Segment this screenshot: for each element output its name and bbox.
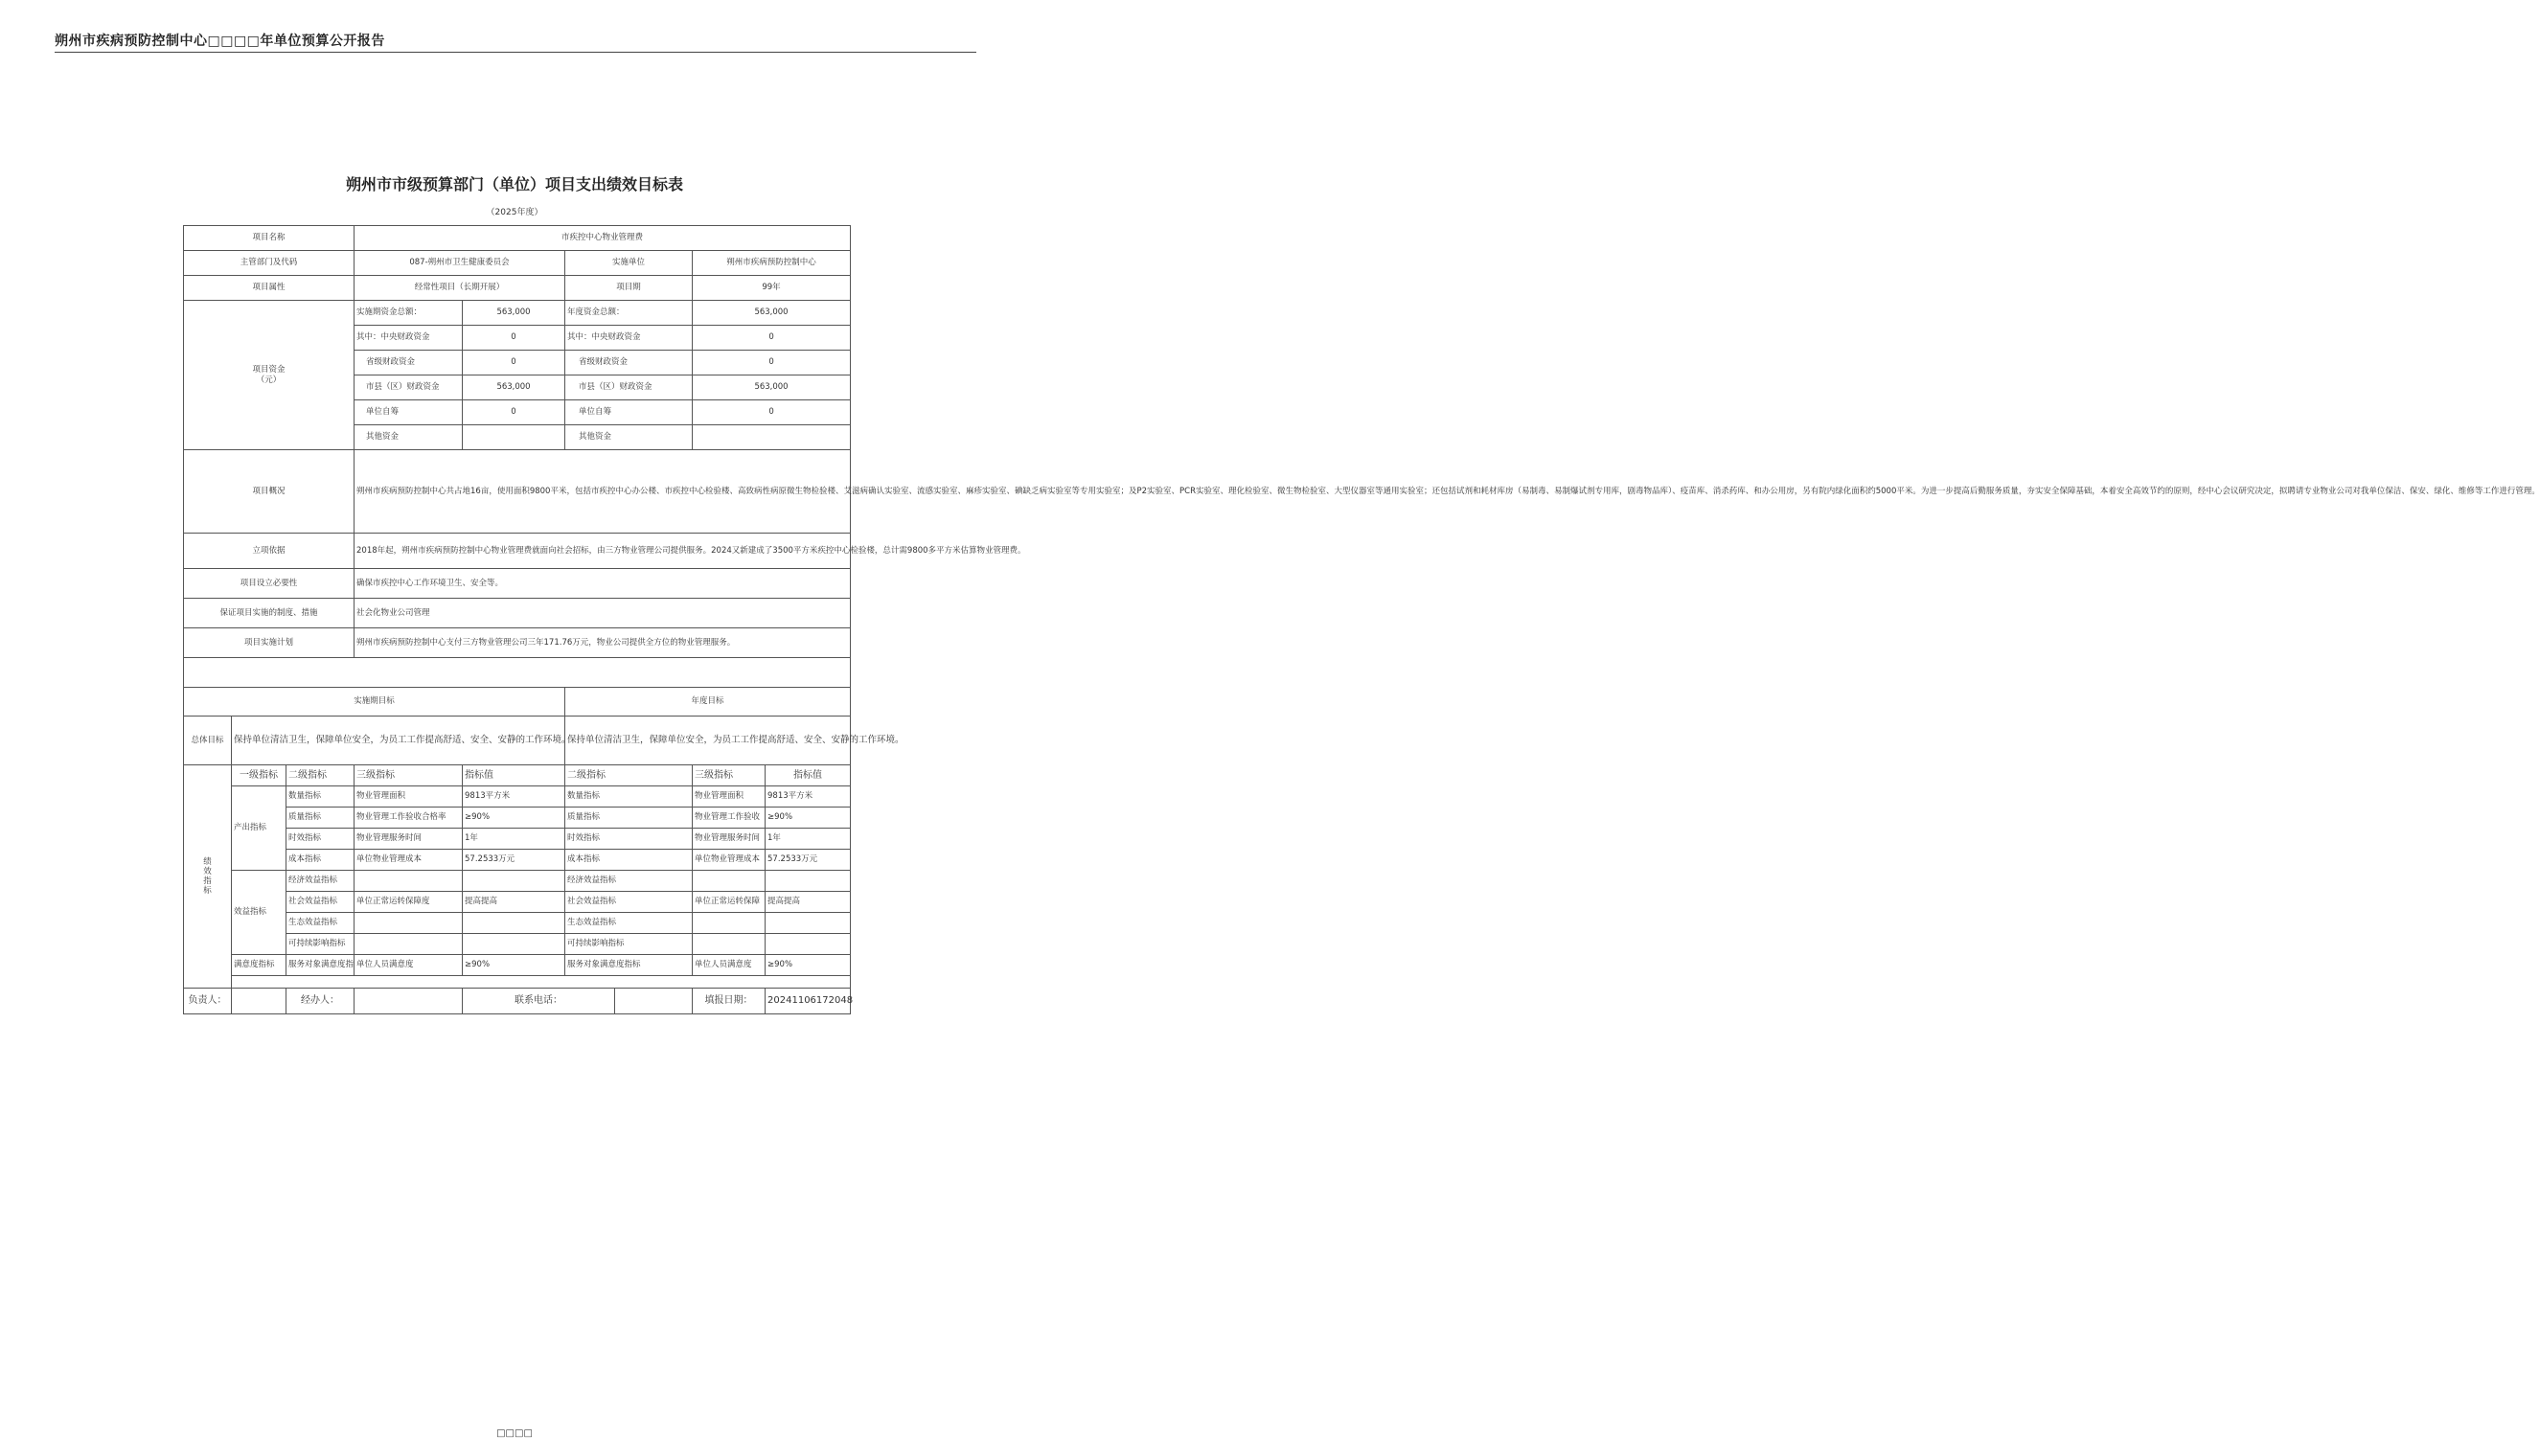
annual-output-l2: 成本指标 bbox=[565, 850, 693, 871]
fund-label-period: 市县（区）财政资金 bbox=[355, 375, 463, 400]
hdr-level1: 一级指标 bbox=[232, 765, 286, 786]
handler-value bbox=[355, 989, 463, 1014]
output-l2: 数量指标 bbox=[286, 786, 355, 808]
fund-value-annual: 0 bbox=[693, 351, 851, 375]
annual-output-l3: 单位物业管理成本 bbox=[693, 850, 766, 871]
annual-output-l3: 物业管理面积 bbox=[693, 786, 766, 808]
fund-value-period: 0 bbox=[463, 326, 565, 351]
annual-benefit-l2: 社会效益指标 bbox=[565, 892, 693, 913]
fund-value-period bbox=[463, 425, 565, 450]
hdr-annual-level2: 二级指标 bbox=[565, 765, 693, 786]
output-value: 1年 bbox=[463, 829, 565, 850]
person-in-charge-value bbox=[232, 989, 286, 1014]
benefit-value bbox=[463, 871, 565, 892]
fund-value-period: 563,000 bbox=[463, 301, 565, 326]
benefit-l2: 社会效益指标 bbox=[286, 892, 355, 913]
fund-label-period: 其中：中央财政资金 bbox=[355, 326, 463, 351]
fund-label-annual: 其他资金 bbox=[565, 425, 693, 450]
fund-label-annual: 省级财政资金 bbox=[565, 351, 693, 375]
overall-goal-annual: 保持单位清洁卫生，保障单位安全，为员工工作提高舒适、安全、安静的工作环境。 bbox=[565, 717, 851, 765]
satisfaction-value: ≥90% bbox=[463, 955, 565, 976]
benefit-l2: 生态效益指标 bbox=[286, 913, 355, 934]
fund-value-annual: 563,000 bbox=[693, 375, 851, 400]
output-l2: 成本指标 bbox=[286, 850, 355, 871]
annual-output-l3: 物业管理服务时间 bbox=[693, 829, 766, 850]
label-benefit: 效益指标 bbox=[232, 871, 286, 955]
guarantee-text: 社会化物业公司管理 bbox=[355, 599, 851, 628]
fund-label-period: 其他资金 bbox=[355, 425, 463, 450]
label-person-in-charge: 负责人： bbox=[184, 989, 232, 1014]
fund-label-annual: 市县（区）财政资金 bbox=[565, 375, 693, 400]
fund-label-annual: 其中：中央财政资金 bbox=[565, 326, 693, 351]
label-impl-unit: 实施单位 bbox=[565, 251, 693, 276]
fund-label-annual: 年度资金总额： bbox=[565, 301, 693, 326]
fund-value-annual: 563,000 bbox=[693, 301, 851, 326]
annual-satisfaction-value: ≥90% bbox=[766, 955, 851, 976]
annual-benefit-l3 bbox=[693, 871, 766, 892]
hdr-value: 指标值 bbox=[463, 765, 565, 786]
label-necessity: 项目设立必要性 bbox=[184, 569, 355, 599]
funds-label-text: 项目资金 （元） bbox=[252, 365, 286, 385]
fill-date-value: 20241106172048 bbox=[766, 989, 851, 1014]
fund-value-period: 0 bbox=[463, 351, 565, 375]
annual-output-value: 1年 bbox=[766, 829, 851, 850]
benefit-value bbox=[463, 934, 565, 955]
label-satisfaction: 满意度指标 bbox=[232, 955, 286, 976]
annual-benefit-l3 bbox=[693, 934, 766, 955]
benefit-value: 提高提高 bbox=[463, 892, 565, 913]
annual-benefit-l3 bbox=[693, 913, 766, 934]
annual-benefit-value bbox=[766, 913, 851, 934]
output-value: ≥90% bbox=[463, 808, 565, 829]
hdr-level2: 二级指标 bbox=[286, 765, 355, 786]
annual-satisfaction-l3: 单位人员满意度 bbox=[693, 955, 766, 976]
fund-value-annual: 0 bbox=[693, 400, 851, 425]
label-period-goal: 实施期目标 bbox=[184, 688, 565, 717]
label-output: 产出指标 bbox=[232, 786, 286, 871]
annual-benefit-l2: 经济效益指标 bbox=[565, 871, 693, 892]
label-overview: 项目概况 bbox=[184, 450, 355, 534]
label-guarantee: 保证项目实施的制度、措施 bbox=[184, 599, 355, 628]
label-basis: 立项依据 bbox=[184, 534, 355, 569]
satisfaction-l2: 服务对象满意度指 bbox=[286, 955, 355, 976]
label-attr: 项目属性 bbox=[184, 276, 355, 301]
output-l3: 物业管理工作验收合格率 bbox=[355, 808, 463, 829]
annual-output-l2: 数量指标 bbox=[565, 786, 693, 808]
fund-label-period: 省级财政资金 bbox=[355, 351, 463, 375]
label-fill-date: 填报日期： bbox=[693, 989, 766, 1014]
overall-goal-period: 保持单位清洁卫生，保障单位安全，为员工工作提高舒适、安全、安静的工作环境。 bbox=[232, 717, 565, 765]
output-l2: 质量指标 bbox=[286, 808, 355, 829]
fund-label-period: 实施期资金总额： bbox=[355, 301, 463, 326]
annual-output-value: 57.2533万元 bbox=[766, 850, 851, 871]
satisfaction-l3: 单位人员满意度 bbox=[355, 955, 463, 976]
output-l3: 单位物业管理成本 bbox=[355, 850, 463, 871]
benefit-l3 bbox=[355, 913, 463, 934]
hdr-annual-value: 指标值 bbox=[766, 765, 851, 786]
annual-output-value: 9813平方米 bbox=[766, 786, 851, 808]
overview-text: 朔州市疾病预防控制中心共占地16亩，使用面积9800平米，包括市疾控中心办公楼、市疾控中心检验楼、高致病性病原微生物检验楼、艾滋病确认实验室、流感实验室、麻疹实验室、碘缺乏病实验室等专用实验室；及P2实验室、PCR实验室、理化检验室、微生物检验室、大型仪器室等通用实验室；还包括试剂和耗材库房（易制毒、易制爆试剂专用库，剧毒物品库）、疫苗库、消杀药库、和办公用房，另有院内绿化面积约5000平米。为进一步提高后勤服务质量，夯实安全保障基础，本着安全高效节约的原则，经中心会议研究决定，拟聘请专业物业公司对我单位保洁、保安、绿化、维修等工作进行管理。 bbox=[355, 450, 851, 534]
page-header: 朔州市疾病预防控制中心□□□□年单位预算公开报告 bbox=[55, 34, 385, 49]
output-l3: 物业管理服务时间 bbox=[355, 829, 463, 850]
benefit-value bbox=[463, 913, 565, 934]
table-title: 朔州市市级预算部门（单位）项目支出绩效目标表 bbox=[345, 175, 683, 193]
annual-benefit-value bbox=[766, 871, 851, 892]
label-funds bbox=[184, 301, 355, 450]
annual-benefit-value bbox=[766, 934, 851, 955]
output-l2: 时效指标 bbox=[286, 829, 355, 850]
label-handler: 经办人： bbox=[286, 989, 355, 1014]
benefit-l3 bbox=[355, 871, 463, 892]
label-phone: 联系电话： bbox=[463, 989, 615, 1014]
fund-value-period: 0 bbox=[463, 400, 565, 425]
benefit-l3: 单位正常运转保障度 bbox=[355, 892, 463, 913]
perf-indicator-text: 绩 效 指 标 bbox=[203, 856, 212, 897]
year-label: （2025年度） bbox=[486, 208, 543, 217]
annual-output-l2: 质量指标 bbox=[565, 808, 693, 829]
label-period: 项目期 bbox=[565, 276, 693, 301]
annual-satisfaction-l2: 服务对象满意度指标 bbox=[565, 955, 693, 976]
benefit-l3 bbox=[355, 934, 463, 955]
annual-output-l2: 时效指标 bbox=[565, 829, 693, 850]
hdr-level3: 三级指标 bbox=[355, 765, 463, 786]
label-perf-indicator bbox=[184, 765, 232, 989]
output-value: 57.2533万元 bbox=[463, 850, 565, 871]
project-name-value: 市疾控中心物业管理费 bbox=[355, 226, 851, 251]
attr-value: 经常性项目（长期开展） bbox=[355, 276, 565, 301]
plan-text: 朔州市疾病预防控制中心支付三方物业管理公司三年171.76万元，物业公司提供全方位的物业管理服务。 bbox=[355, 628, 851, 658]
basis-text: 2018年起，朔州市疾病预防控制中心物业管理费就面向社会招标，由三方物业管理公司提供服务。2024又新建成了3500平方米疾控中心检验楼，总计需9800多平方米估算物业管理费。 bbox=[355, 534, 851, 569]
impl-unit-value: 朔州市疾病预防控制中心 bbox=[693, 251, 851, 276]
label-project-name: 项目名称 bbox=[184, 226, 355, 251]
fund-value-period: 563,000 bbox=[463, 375, 565, 400]
fund-label-annual: 单位自筹 bbox=[565, 400, 693, 425]
page-number: □□□□ bbox=[496, 1428, 533, 1439]
phone-value bbox=[615, 989, 693, 1014]
output-l3: 物业管理面积 bbox=[355, 786, 463, 808]
label-plan: 项目实施计划 bbox=[184, 628, 355, 658]
annual-benefit-l2: 生态效益指标 bbox=[565, 913, 693, 934]
period-value: 99年 bbox=[693, 276, 851, 301]
label-annual-goal: 年度目标 bbox=[565, 688, 851, 717]
blank-row bbox=[232, 976, 851, 989]
hdr-annual-level3: 三级指标 bbox=[693, 765, 766, 786]
fund-value-annual bbox=[693, 425, 851, 450]
annual-benefit-l3: 单位正常运转保障 bbox=[693, 892, 766, 913]
fund-value-annual: 0 bbox=[693, 326, 851, 351]
benefit-l2: 经济效益指标 bbox=[286, 871, 355, 892]
necessity-text: 确保市疾控中心工作环境卫生、安全等。 bbox=[355, 569, 851, 599]
blank-row bbox=[184, 658, 851, 688]
header-divider bbox=[55, 52, 976, 53]
fund-label-period: 单位自筹 bbox=[355, 400, 463, 425]
annual-benefit-l2: 可持续影响指标 bbox=[565, 934, 693, 955]
label-dept: 主管部门及代码 bbox=[184, 251, 355, 276]
label-overall-goal: 总体目标 bbox=[184, 717, 232, 765]
annual-output-l3: 物业管理工作验收 bbox=[693, 808, 766, 829]
annual-output-value: ≥90% bbox=[766, 808, 851, 829]
output-value: 9813平方米 bbox=[463, 786, 565, 808]
performance-target-table bbox=[183, 225, 2540, 1014]
benefit-l2: 可持续影响指标 bbox=[286, 934, 355, 955]
annual-benefit-value: 提高提高 bbox=[766, 892, 851, 913]
dept-value: 087-朔州市卫生健康委员会 bbox=[355, 251, 565, 276]
